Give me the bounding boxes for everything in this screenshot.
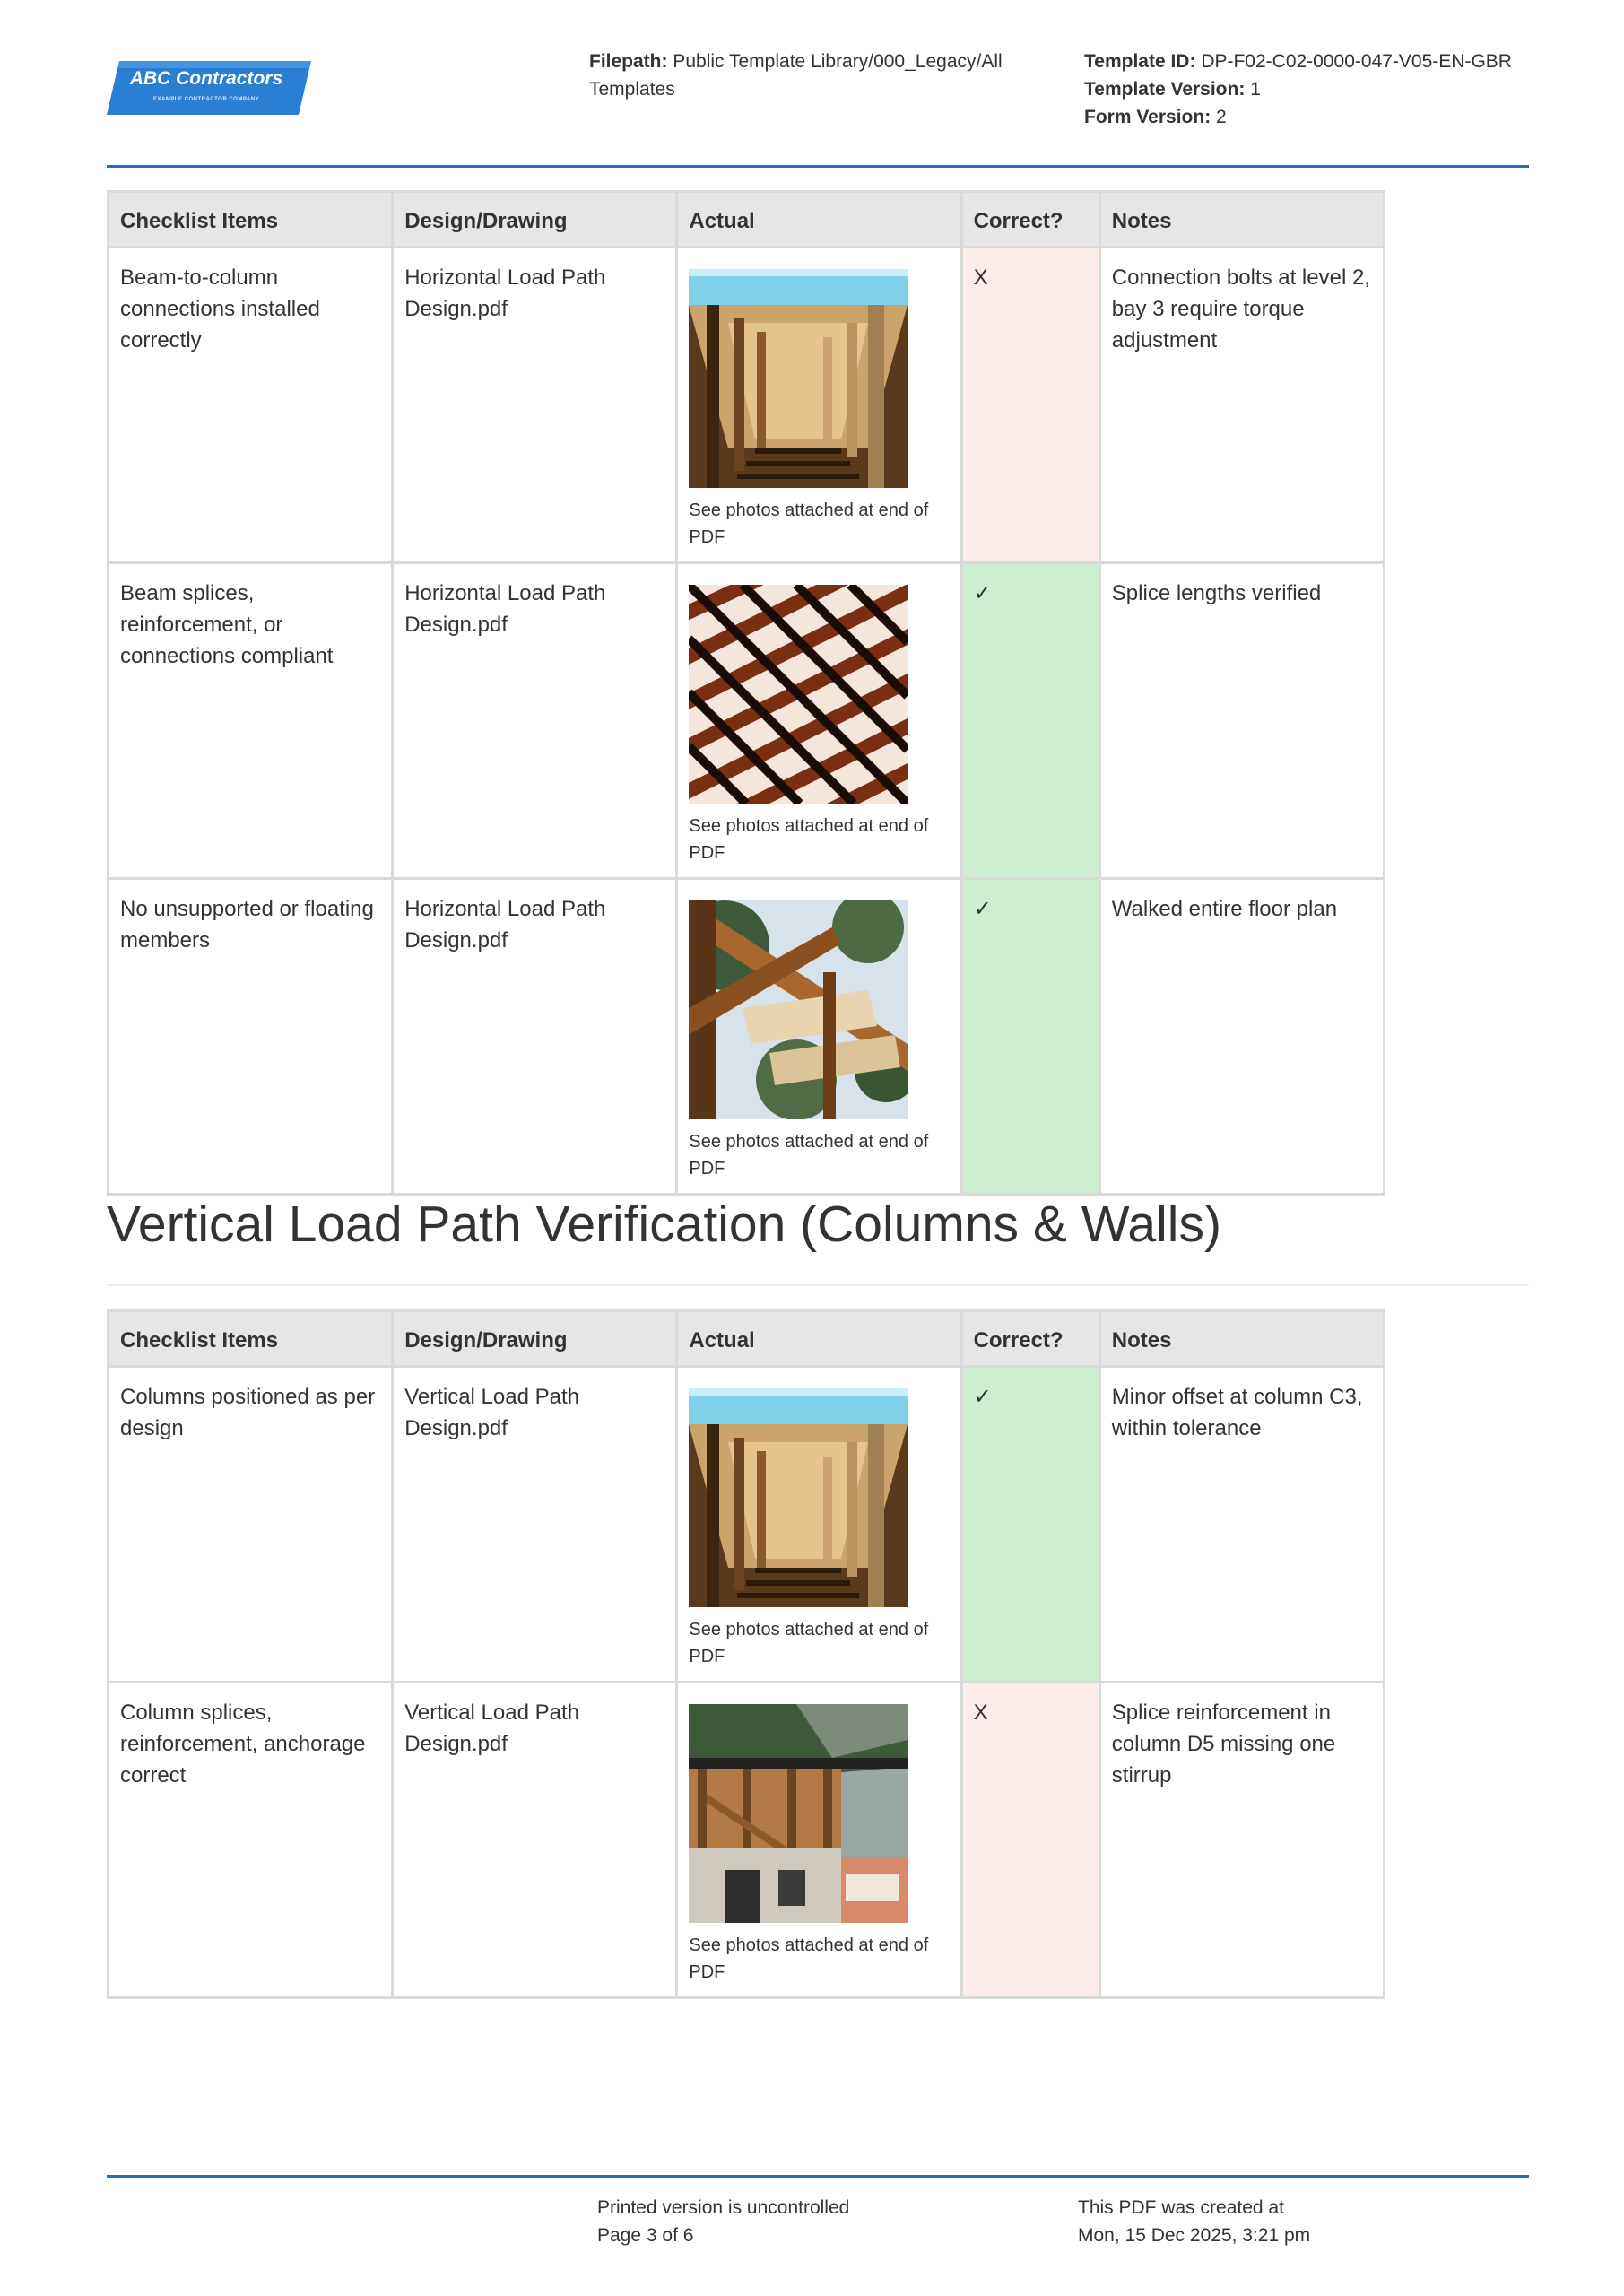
design-drawing: Vertical Load Path Design.pdf (393, 1683, 677, 1998)
template-version-line (1084, 75, 1533, 103)
checklist-item: No unsupported or floating members (109, 879, 393, 1195)
footer-divider (107, 2175, 1529, 2178)
design-drawing: Horizontal Load Path Design.pdf (393, 563, 677, 879)
table-row (109, 1367, 1385, 1683)
photo-caption: See photos attached at end of PDF (689, 816, 929, 863)
pergola-photo[interactable] (689, 585, 908, 804)
column-header-design: Design/Drawing (393, 192, 677, 248)
actual-cell (677, 1367, 961, 1683)
photo-caption: See photos attached at end of PDF (689, 500, 929, 547)
template-id-value: DP-F02-C02-0000-047-V05-EN-GBR (1201, 51, 1512, 72)
correct-cell (961, 248, 1099, 563)
section-divider (107, 1284, 1529, 1286)
status-mark: X (973, 1700, 988, 1725)
column-header-correct: Correct? (961, 1311, 1099, 1367)
status-mark: X (973, 265, 988, 290)
logo-tagline: EXAMPLE CONTRACTOR COMPANY (152, 97, 260, 102)
created-label: This PDF was created at (1078, 2197, 1284, 2218)
table-row (109, 563, 1385, 879)
correct-cell (961, 1683, 1099, 1998)
column-header-actual: Actual (677, 192, 961, 248)
status-mark: ✓ (973, 897, 992, 921)
status-mark: ✓ (973, 1385, 992, 1409)
footer-created-info (1078, 2194, 1310, 2249)
page-header (107, 0, 1529, 168)
notes-cell: Minor offset at column C3, within tolerance (1099, 1367, 1384, 1683)
form-version-label: Form Version: (1084, 107, 1211, 127)
checklist-item: Column splices, reinforcement, anchorage correct (109, 1683, 393, 1998)
actual-cell (677, 563, 961, 879)
filepath-label: Filepath: (589, 51, 668, 72)
table-header-row (109, 192, 1385, 248)
atrium-photo[interactable] (689, 1388, 908, 1607)
column-header-checklist: Checklist Items (109, 1311, 393, 1367)
notes-cell: Connection bolts at level 2, bay 3 require torque adjustment (1099, 248, 1384, 563)
checklist-item: Beam splices, reinforcement, or connections compliant (109, 563, 393, 879)
template-info (1084, 48, 1533, 131)
filepath-value: Public Template Library/000_Legacy/All Templates (589, 51, 1003, 100)
column-header-notes: Notes (1099, 192, 1384, 248)
template-version-value: 1 (1250, 79, 1261, 100)
status-mark: ✓ (973, 581, 992, 605)
page-number: Page 3 of 6 (597, 2225, 694, 2246)
correct-cell (961, 563, 1099, 879)
column-header-checklist: Checklist Items (109, 192, 393, 248)
correct-cell (961, 1367, 1099, 1683)
template-id-label: Template ID: (1084, 51, 1196, 72)
footer-print-info (597, 2194, 849, 2249)
template-id-line (1084, 48, 1533, 75)
horizontal-load-path-table (107, 190, 1385, 1196)
design-drawing: Vertical Load Path Design.pdf (393, 1367, 677, 1683)
table-row (109, 248, 1385, 563)
checklist-item: Beam-to-column connections installed correctly (109, 248, 393, 563)
design-drawing: Horizontal Load Path Design.pdf (393, 879, 677, 1195)
section-title: Vertical Load Path Verification (Columns & Walls) (107, 1196, 1221, 1253)
photo-caption: See photos attached at end of PDF (689, 1620, 929, 1666)
photo-caption: See photos attached at end of PDF (689, 1935, 929, 1982)
actual-cell (677, 1683, 961, 1998)
correct-cell (961, 879, 1099, 1195)
form-version-line (1084, 103, 1533, 131)
table-row (109, 879, 1385, 1195)
checklist-item: Columns positioned as per design (109, 1367, 393, 1683)
column-header-actual: Actual (677, 1311, 961, 1367)
column-header-correct: Correct? (961, 192, 1099, 248)
notes-cell: Walked entire floor plan (1099, 879, 1384, 1195)
building-frame-photo[interactable] (689, 1704, 908, 1923)
template-version-label: Template Version: (1084, 79, 1246, 100)
photo-caption: See photos attached at end of PDF (689, 1132, 929, 1178)
notes-cell: Splice lengths verified (1099, 563, 1384, 879)
filepath-block (589, 48, 1038, 103)
uncontrolled-notice: Printed version is uncontrolled (597, 2197, 850, 2218)
design-drawing: Horizontal Load Path Design.pdf (393, 248, 677, 563)
column-header-design: Design/Drawing (393, 1311, 677, 1367)
column-header-notes: Notes (1099, 1311, 1384, 1367)
form-version-value: 2 (1216, 107, 1227, 127)
vertical-load-path-table (107, 1309, 1385, 1999)
notes-cell: Splice reinforcement in column D5 missing one stirrup (1099, 1683, 1384, 1998)
atrium-photo[interactable] (689, 269, 908, 488)
company-logo (107, 59, 313, 118)
created-timestamp: Mon, 15 Dec 2025, 3:21 pm (1078, 2225, 1311, 2246)
logo-name: ABC Contractors (129, 68, 283, 89)
timber-frame-photo[interactable] (689, 900, 908, 1119)
actual-cell (677, 248, 961, 563)
table-header-row (109, 1311, 1385, 1367)
actual-cell (677, 879, 961, 1195)
table-row (109, 1683, 1385, 1998)
